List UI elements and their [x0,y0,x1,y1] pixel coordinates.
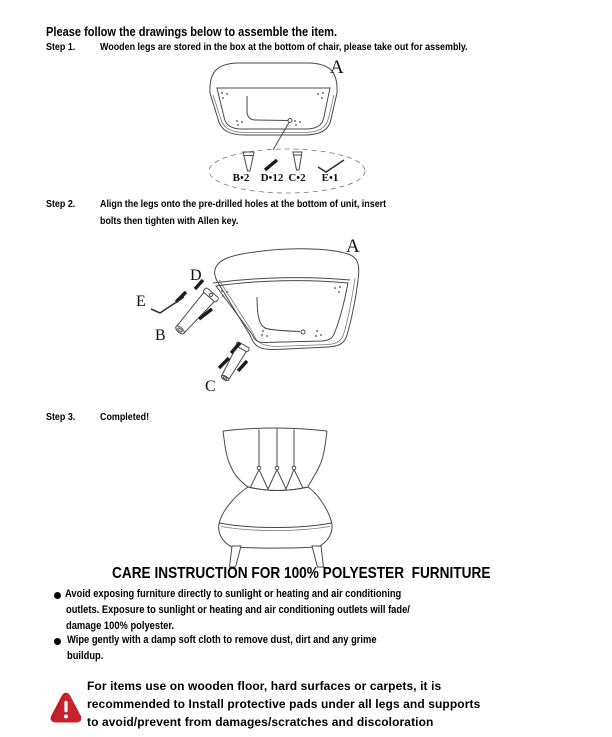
tufting-detail [250,429,303,490]
part-bolt-d [265,160,277,170]
chair-seat [219,487,332,548]
step-3-label: Step 3. [46,411,76,423]
part-label-c2: C•2 [288,172,306,184]
channel-end-hole [288,119,292,123]
chair-bottom-outline [210,63,337,135]
step-1-text: Wooden legs are stored in the box at the bottom of chair, please take out for assembly. [100,41,468,53]
bullet-icon [54,638,61,645]
part-label-b2: B•2 [232,172,250,184]
page-title-text: Please follow the drawings below to assemble the item. [46,24,338,39]
part-wooden-leg-c [293,152,302,170]
care-bullet-1-line-1: Avoid exposing furniture directly to sunlight or heating and air conditioning [65,588,402,600]
step-2-label: Step 2. [46,198,76,210]
channel-end-hole-step2 [301,330,305,334]
allen-key-e-drawing [151,297,184,313]
care-bullet-1-line-2: outlets. Exposure to sunlight or heating and air conditioning outlets will fade/ [66,604,410,616]
figure-step2-assembly [128,230,423,402]
panel-channel-line [247,96,288,121]
part-wooden-leg-b [243,152,254,171]
floor-warning-line-3: to avoid/prevent from damages/scratches and discoloration [87,715,434,729]
figure2-label-b: B [155,327,166,344]
floor-warning-line-1: For items use on wooden floor, hard surfaces or carpets, it is [87,679,442,693]
bullet-icon [54,592,61,599]
part-label-e1: E•1 [321,172,339,184]
part-label-d12: D•12 [260,172,284,184]
floor-warning-line-2: recommended to Install protective pads under all legs and supports [87,697,481,711]
panel-channel-line-step2 [257,297,300,332]
step-2-text-line1: Align the legs onto the pre-drilled holes at the bottom of unit, insert [100,198,387,210]
figure2-unit-label-a: A [346,236,360,257]
figure2-label-c: C [205,378,216,395]
page-title [46,24,388,39]
chair-legs [230,546,324,567]
callout-leader-line [273,123,289,151]
figure2-label-e: E [136,293,146,310]
leg-b-drawing [172,287,219,337]
mounting-panel [217,88,330,129]
figure1-unit-label-a: A [330,57,344,78]
figure-step1-chair-bottom [180,51,440,196]
care-instructions-heading: CARE INSTRUCTION FOR 100% POLYESTER FURNITURE [112,565,491,582]
chair-back [223,428,327,491]
care-bullet-2-line-2: buildup. [67,650,104,662]
figure2-label-d: D [190,267,202,284]
part-allen-key-e [318,160,344,172]
step-2-text-line2: bolts then tighten with Allen key. [100,215,239,227]
step-1-label: Step 1. [46,41,76,53]
screw-hole-dots [221,92,324,126]
parts-callout-ellipse [209,149,365,193]
warning-icon [49,687,83,729]
care-bullet-1-line-3: damage 100% polyester. [66,620,175,632]
step-3-text: Completed! [100,411,150,423]
chair-bottom-outline-tilted [215,249,359,350]
care-bullet-2-line-1: Wipe gently with a damp soft cloth to remove dust, dirt and any grime [67,634,377,646]
figure-step3-completed-chair [195,420,405,570]
